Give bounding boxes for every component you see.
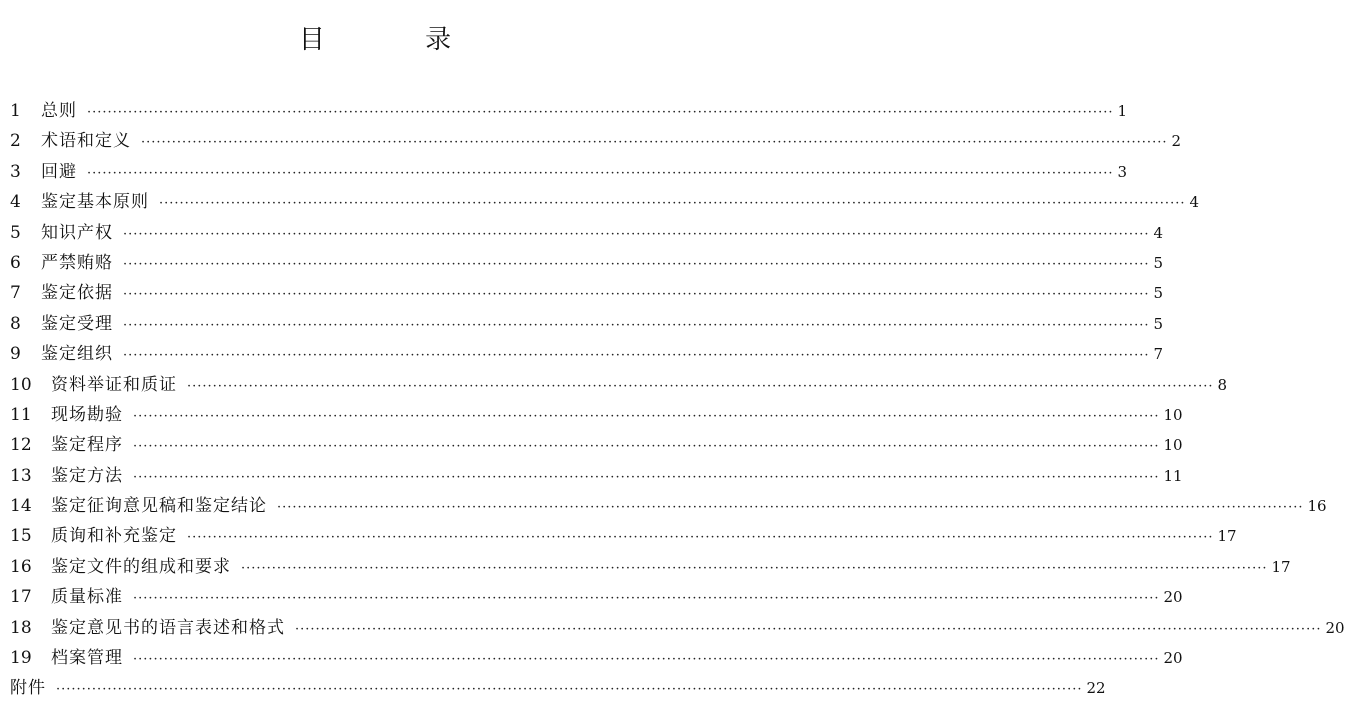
toc-entry[interactable] <box>10 309 1164 339</box>
toc-entry[interactable] <box>10 218 1164 248</box>
toc-entry-number: 7 <box>10 283 21 304</box>
toc-entry-label: 术语和定义 <box>41 131 131 152</box>
toc-entry-page-number: 5 <box>1153 253 1164 272</box>
toc-dot-leader: ········································································································································································································ <box>87 105 1114 120</box>
toc-dot-leader: ········································································································································································································ <box>133 439 1160 455</box>
toc-entry[interactable] <box>10 278 1164 308</box>
toc-entry-label: 总则 <box>41 101 77 121</box>
toc-entry-label: 现场勘验 <box>51 404 123 425</box>
toc-entry[interactable] <box>10 552 1291 582</box>
toc-entry[interactable] <box>10 126 1182 156</box>
toc-entry[interactable] <box>10 491 1327 521</box>
toc-entry-label: 鉴定组织 <box>41 344 113 365</box>
toc-dot-leader: ········································································································································································································ <box>133 591 1160 607</box>
toc-entry[interactable] <box>10 187 1200 217</box>
toc-entry-page-number: 17 <box>1271 557 1291 576</box>
toc-entry-page-number: 11 <box>1163 466 1183 485</box>
toc-entry-label: 档案管理 <box>51 648 123 669</box>
toc-entry[interactable] <box>10 430 1183 460</box>
toc-entry-page-number: 3 <box>1117 162 1128 181</box>
toc-entry-page-number: 20 <box>1163 649 1183 668</box>
toc-entry-number: 4 <box>10 192 21 213</box>
toc-entry[interactable] <box>10 157 1128 187</box>
toc-entry-label: 鉴定受理 <box>41 313 113 334</box>
toc-entry[interactable] <box>10 521 1237 551</box>
toc-dot-leader: ········································································································································································································ <box>159 196 1186 212</box>
toc-dot-leader: ········································································································································································································ <box>187 378 1214 394</box>
toc-entry-page-number: 10 <box>1163 436 1183 455</box>
toc-dot-leader: ········································································································································································································ <box>277 500 1304 516</box>
toc-entry-page-number: 16 <box>1307 497 1327 516</box>
toc-entry-label: 鉴定方法 <box>51 465 123 486</box>
toc-entry-number: 14 <box>10 496 32 517</box>
toc-entry[interactable] <box>10 400 1183 430</box>
toc-entry-number: 2 <box>10 131 21 152</box>
toc-dot-leader: ········································································································································································································ <box>141 135 1168 151</box>
toc-entry[interactable] <box>10 248 1164 278</box>
toc-entry-label: 鉴定意见书的语言表述和格式 <box>51 617 285 638</box>
toc-entry-number: 10 <box>10 374 32 395</box>
toc-entry-label: 质询和补充鉴定 <box>51 526 177 547</box>
toc-entry-page-number: 2 <box>1171 132 1182 151</box>
toc-entry-number: 3 <box>10 161 21 182</box>
toc-entry[interactable] <box>10 582 1183 612</box>
toc-entry-number: 1 <box>10 101 21 121</box>
toc-entry[interactable] <box>10 643 1183 673</box>
toc-entry-number: 13 <box>10 465 32 486</box>
toc-entry-number: 12 <box>10 435 32 456</box>
toc-entry-label: 质量标准 <box>51 587 123 608</box>
toc-dot-leader: ········································································································································································································ <box>123 226 1150 242</box>
toc-entry[interactable] <box>10 370 1228 400</box>
toc-entry-label: 资料举证和质证 <box>51 374 177 395</box>
toc-entry-number: 18 <box>10 617 32 638</box>
table-of-contents <box>10 96 1345 704</box>
toc-dot-leader: ········································································································································································································ <box>123 287 1150 303</box>
toc-entry-page-number: 20 <box>1325 618 1345 637</box>
toc-entry-number: 8 <box>10 313 21 334</box>
toc-entry-page-number: 8 <box>1217 375 1228 394</box>
toc-entry-page-number: 5 <box>1153 284 1164 303</box>
toc-entry-label: 知识产权 <box>41 222 113 243</box>
toc-entry-number: 19 <box>10 648 32 669</box>
toc-dot-leader: ········································································································································································································ <box>123 256 1150 272</box>
toc-entry-number: 11 <box>10 404 32 425</box>
toc-entry[interactable] <box>10 339 1164 369</box>
toc-entry-page-number: 10 <box>1163 405 1183 424</box>
toc-entry-label: 附件 <box>10 678 46 699</box>
toc-entry-page-number: 4 <box>1189 193 1200 212</box>
toc-entry-label: 鉴定依据 <box>41 283 113 304</box>
toc-entry-label: 鉴定征询意见稿和鉴定结论 <box>51 496 267 517</box>
toc-entry-page-number: 4 <box>1153 223 1164 242</box>
toc-entry-page-number: 1 <box>1117 102 1128 120</box>
toc-entry-label: 鉴定基本原则 <box>41 192 149 213</box>
toc-dot-leader: ········································································································································································································ <box>133 408 1160 424</box>
toc-entry[interactable] <box>10 613 1345 643</box>
toc-entry-label: 回避 <box>41 161 77 182</box>
toc-dot-leader: ········································································································································································································ <box>56 682 1083 698</box>
toc-dot-leader: ········································································································································································································ <box>133 652 1160 668</box>
page-title: 目 录 <box>298 25 498 55</box>
toc-entry-page-number: 20 <box>1163 588 1183 607</box>
toc-entry-number: 15 <box>10 526 32 547</box>
toc-entry[interactable] <box>10 673 1106 703</box>
toc-entry-label: 严禁贿赂 <box>41 252 113 273</box>
toc-entry-page-number: 5 <box>1153 314 1164 333</box>
toc-entry-page-number: 22 <box>1086 679 1106 698</box>
toc-dot-leader: ········································································································································································································ <box>133 469 1160 485</box>
toc-entry-number: 6 <box>10 252 21 273</box>
toc-dot-leader: ········································································································································································································ <box>123 317 1150 333</box>
toc-dot-leader: ········································································································································································································ <box>295 621 1322 637</box>
toc-entry-number: 5 <box>10 222 21 243</box>
toc-entry-number: 9 <box>10 344 21 365</box>
toc-dot-leader: ········································································································································································································ <box>187 530 1214 546</box>
toc-dot-leader: ········································································································································································································ <box>123 348 1150 364</box>
toc-entry-number: 17 <box>10 587 32 608</box>
toc-entry[interactable] <box>10 461 1183 491</box>
toc-entry-number: 16 <box>10 556 32 577</box>
toc-entry-page-number: 17 <box>1217 527 1237 546</box>
toc-entry-label: 鉴定程序 <box>51 435 123 456</box>
toc-entry-page-number: 7 <box>1153 345 1164 364</box>
toc-entry-label: 鉴定文件的组成和要求 <box>51 556 231 577</box>
toc-dot-leader: ········································································································································································································ <box>241 560 1268 576</box>
toc-dot-leader: ········································································································································································································ <box>87 165 1114 181</box>
toc-entry[interactable] <box>10 96 1128 126</box>
